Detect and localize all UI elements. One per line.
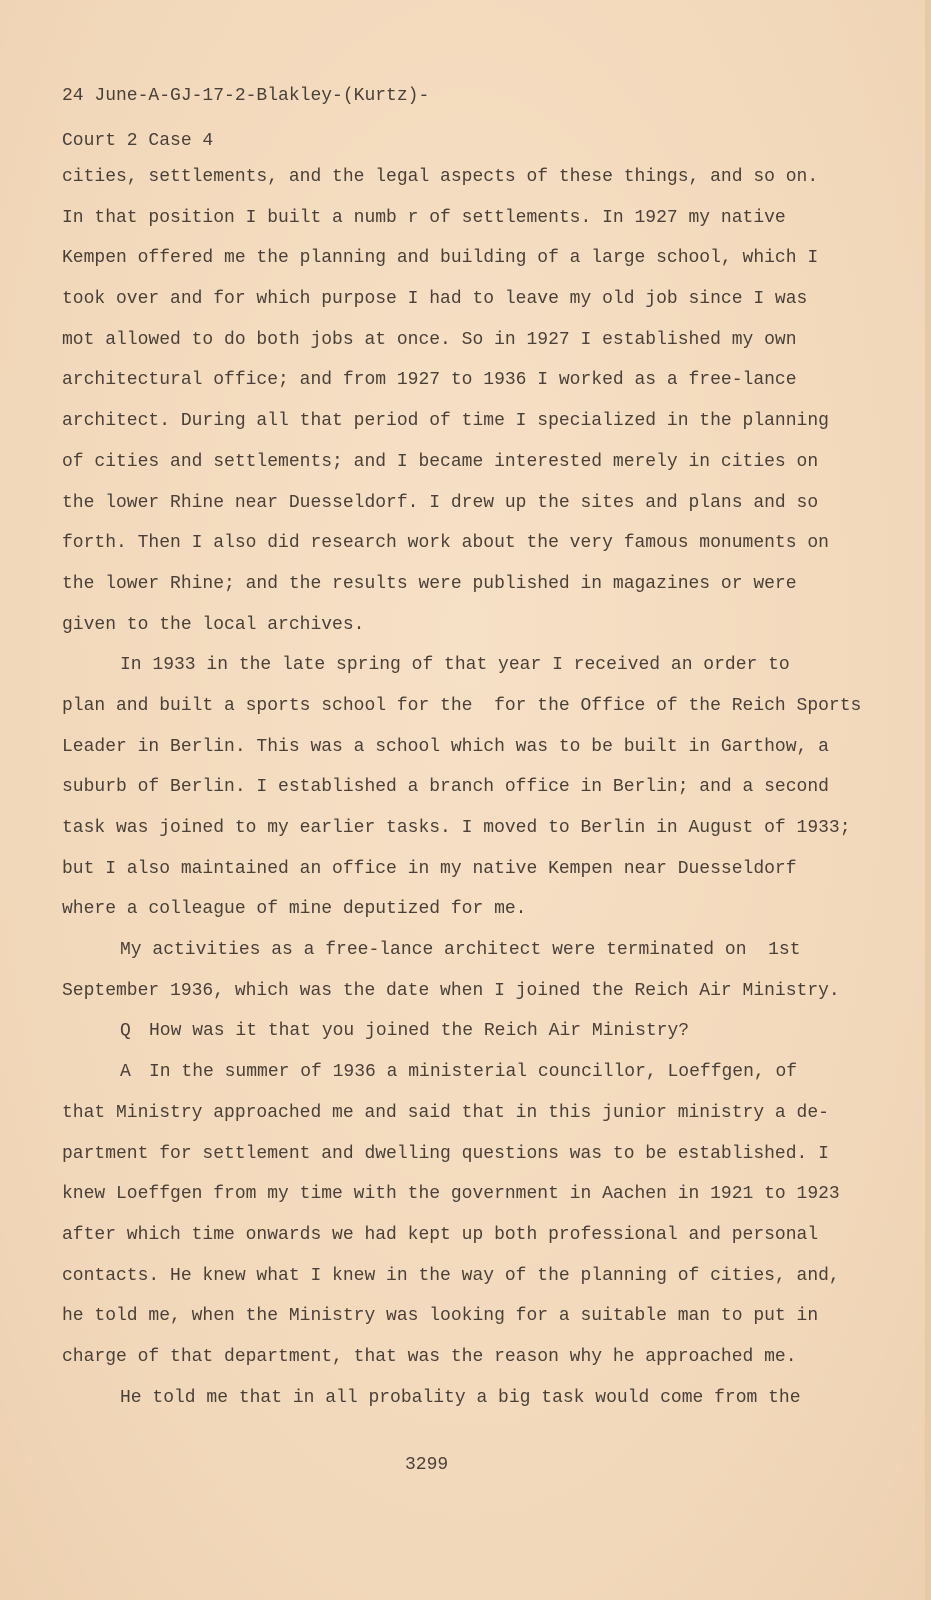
line-text: In that position I built a numb r of settlements. In 1927 my native: [62, 207, 786, 228]
text-line: [62, 1093, 882, 1134]
line-text: that Ministry approached me and said that in this junior ministry a de-: [62, 1102, 829, 1123]
text-line: [62, 1215, 882, 1256]
line-text: Kempen offered me the planning and building of a large school, which I: [62, 248, 819, 269]
text-line: [62, 523, 882, 564]
qa-marker: A: [120, 1062, 131, 1083]
line-text: given to the local archives.: [62, 614, 365, 635]
text-line: [62, 360, 882, 401]
text-line: [62, 727, 882, 768]
text-line: [62, 157, 882, 198]
line-text: My activities as a free-lance architect were terminated on 1st: [120, 940, 801, 961]
court-case-header: Court 2 Case 4: [62, 131, 214, 151]
line-text: of cities and settlements; and I became interested merely in cities on: [62, 451, 819, 472]
text-line: [62, 971, 882, 1012]
line-text: suburb of Berlin. I established a branch office in Berlin; and a second: [62, 777, 829, 798]
line-text: the lower Rhine; and the results were published in magazines or were: [62, 573, 797, 594]
document-reference-header: 24 June-A-GJ-17-2-Blakley-(Kurtz)-: [62, 86, 430, 106]
text-line: [62, 483, 882, 524]
line-text: How was it that you joined the Reich Air Ministry?: [149, 1021, 690, 1042]
paper-edge: [925, 0, 931, 1600]
text-line: [62, 1378, 882, 1419]
qa-marker: Q: [120, 1021, 131, 1042]
line-text: plan and built a sports school for the for the Office of the Reich Sports: [62, 695, 862, 716]
text-line: [62, 645, 882, 686]
line-text: architectural office; and from 1927 to 1936 I worked as a free-lance: [62, 370, 797, 391]
text-line: [62, 1337, 882, 1378]
text-line: [62, 238, 882, 279]
line-text: contacts. He knew what I knew in the way of the planning of cities, and,: [62, 1265, 840, 1286]
text-line: [62, 198, 882, 239]
text-line: [62, 442, 882, 483]
line-text: He told me that in all probality a big task would come from the: [120, 1387, 801, 1408]
transcript-body: [62, 157, 882, 1418]
text-line: [62, 767, 882, 808]
text-line: [62, 564, 882, 605]
text-line: [62, 401, 882, 442]
line-text: he told me, when the Ministry was looking for a suitable man to put in: [62, 1306, 819, 1327]
line-text: forth. Then I also did research work about the very famous monuments on: [62, 533, 829, 554]
text-line: [62, 279, 882, 320]
line-text: mot allowed to do both jobs at once. So in 1927 I established my own: [62, 329, 797, 350]
line-text: architect. During all that period of time I specialized in the planning: [62, 411, 829, 432]
line-text: Leader in Berlin. This was a school which was to be built in Garthow, a: [62, 736, 829, 757]
text-line: [62, 889, 882, 930]
page-number: 3299: [405, 1455, 449, 1475]
text-line: [62, 1296, 882, 1337]
line-text: charge of that department, that was the reason why he approached me.: [62, 1346, 797, 1367]
text-line: [62, 1256, 882, 1297]
text-line: [62, 320, 882, 361]
line-text: September 1936, which was the date when I joined the Reich Air Ministry.: [62, 980, 840, 1001]
line-text: task was joined to my earlier tasks. I moved to Berlin in August of 1933;: [62, 818, 851, 838]
line-text: but I also maintained an office in my native Kempen near Duesseldorf: [62, 858, 797, 879]
text-line: [62, 1174, 882, 1215]
line-text: partment for settlement and dwelling questions was to be established. I: [62, 1143, 829, 1164]
qa-line: [62, 1011, 882, 1052]
line-text: knew Loeffgen from my time with the government in Aachen in 1921 to 1923: [62, 1184, 840, 1205]
text-line: [62, 1134, 882, 1175]
line-text: where a colleague of mine deputized for me.: [62, 899, 527, 920]
text-line: [62, 808, 882, 849]
text-line: [62, 686, 882, 727]
text-line: [62, 605, 882, 646]
line-text: the lower Rhine near Duesseldorf. I drew up the sites and plans and so: [62, 492, 819, 513]
text-line: [62, 930, 882, 971]
line-text: after which time onwards we had kept up both professional and personal: [62, 1224, 819, 1245]
line-text: In the summer of 1936 a ministerial councillor, Loeffgen, of: [149, 1062, 798, 1083]
qa-line: [62, 1052, 882, 1093]
line-text: In 1933 in the late spring of that year I received an order to: [120, 655, 790, 676]
line-text: cities, settlements, and the legal aspects of these things, and so on.: [62, 167, 819, 187]
text-line: [62, 849, 882, 890]
line-text: took over and for which purpose I had to leave my old job since I was: [62, 289, 808, 310]
